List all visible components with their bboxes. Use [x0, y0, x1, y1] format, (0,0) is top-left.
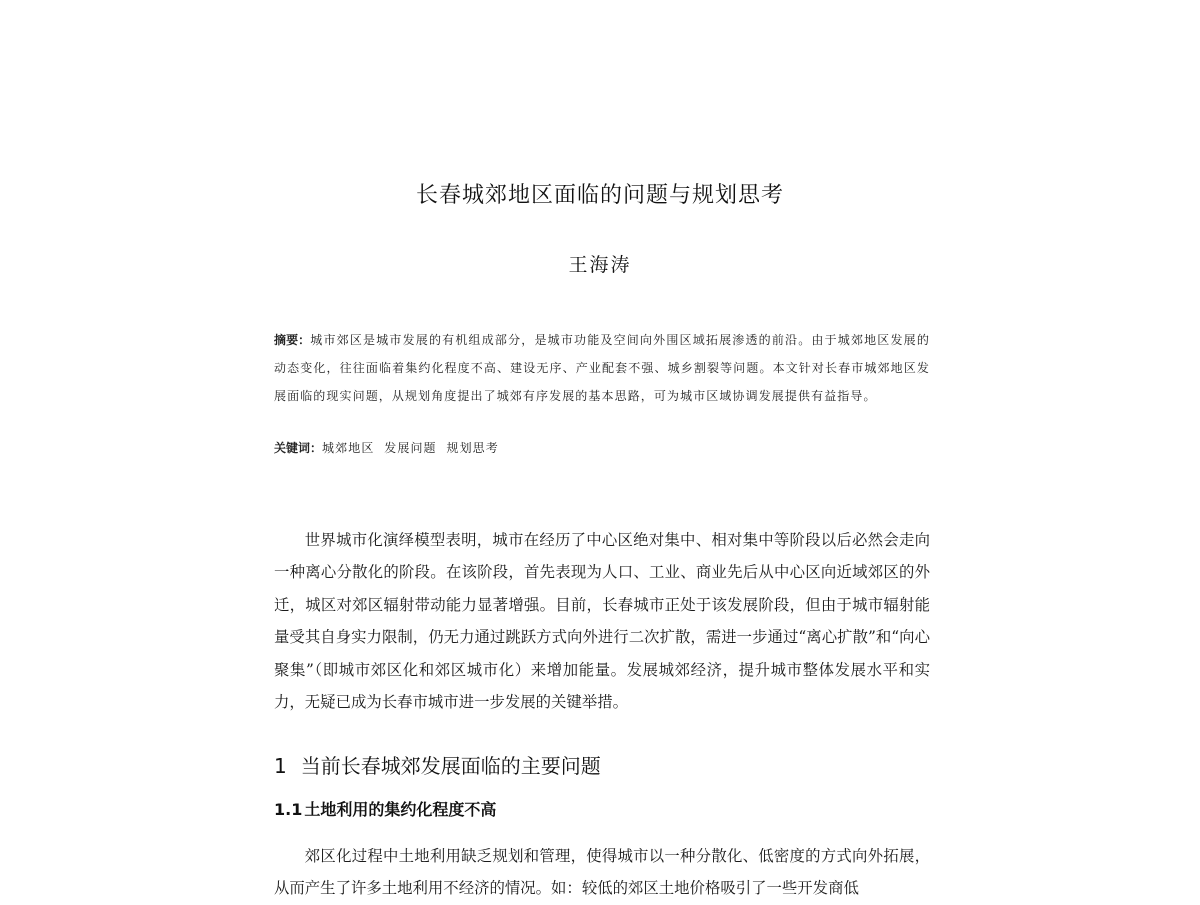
keywords-label: 关键词：: [274, 441, 323, 455]
subsection-title: 土地利用的集约化程度不高: [304, 800, 497, 819]
abstract: [274, 326, 930, 410]
keywords-text: 城郊地区 发展问题 规划思考: [322, 441, 499, 455]
subsection-paragraph: 郊区化过程中土地利用缺乏规划和管理，使得城市以一种分散化、低密度的方式向外拓展，从而产生了许多土地利用不经济的情况。如：较低的郊区土地价格吸引了一些开发商低: [274, 847, 930, 898]
paper-author: 王海涛: [568, 254, 632, 276]
keywords: [274, 436, 499, 460]
section-title: 当前长春城郊发展面临的主要问题: [300, 754, 601, 778]
section-heading-1: [274, 750, 601, 779]
subsection-number: 1.1: [274, 800, 303, 819]
paper-title: 长春城郊地区面临的问题与规划思考: [415, 183, 784, 208]
intro-paragraph: 世界城市化演绎模型表明，城市在经历了中心区绝对集中、相对集中等阶段以后必然会走向一种离心分散化的阶段。在该阶段，首先表现为人口、工业、商业先后从中心区向近域郊区的外迁，城区对郊区辐射带动能力显著增强。目前，长春城市正处于该发展阶段，但由于城市辐射能量受其自身实力限制，仍无力通过跳跃方式向外进行二次扩散，需进一步通过“离心扩散”和“向心聚集”（即城市郊区化和郊区城市化）来增加能量。发展城郊经济，提升城市整体发展水平和实力，无疑已成为长春市城市进一步发展的关键举措。: [274, 531, 930, 712]
section-number: 1: [274, 754, 287, 778]
abstract-label: 摘要：: [274, 333, 311, 347]
subsection-heading-1-1: [274, 797, 496, 820]
abstract-text: 城市郊区是城市发展的有机组成部分，是城市功能及空间向外围区域拓展渗透的前沿。由于城郊地区发展的动态变化，往往面临着集约化程度不高、建设无序、产业配套不强、城乡割裂等问题。本文针对长春市城郊地区发展面临的现实问题，从规划角度提出了城郊有序发展的基本思路，可为城市区域协调发展提供有益指导。: [274, 333, 930, 403]
